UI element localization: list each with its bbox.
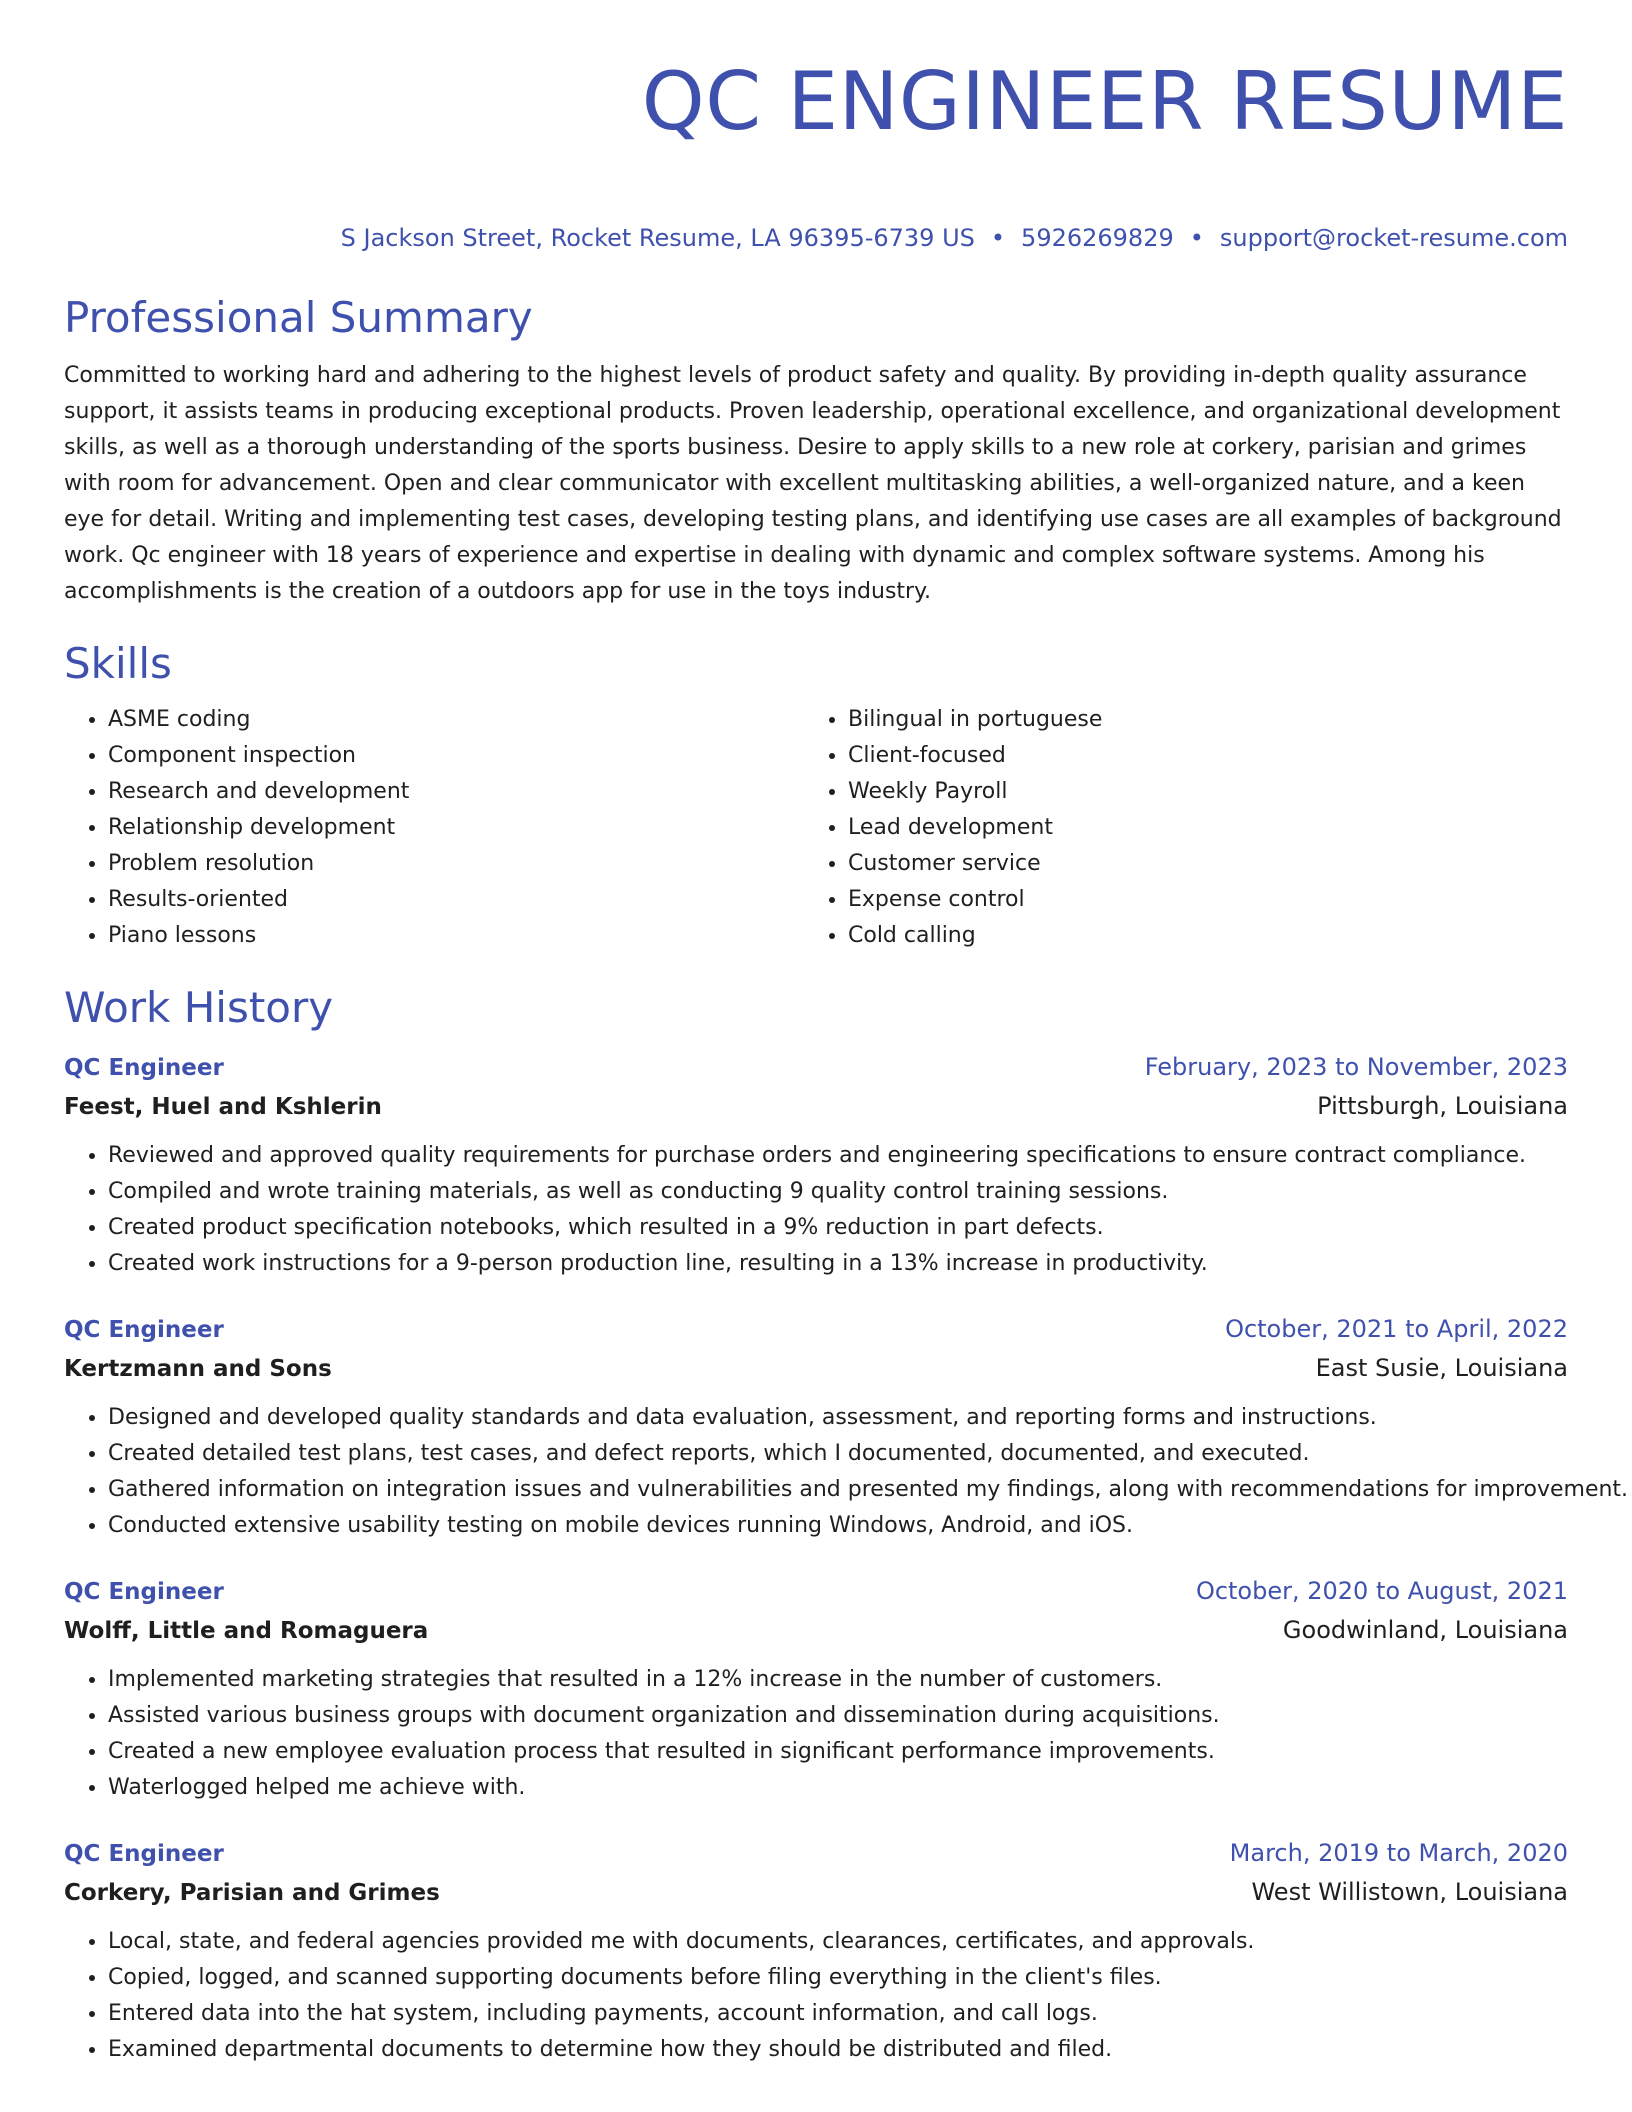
contact-email[interactable]: support@rocket-resume.com [1219,224,1568,252]
job-dates: February, 2023 to November, 2023 [1144,1053,1568,1081]
job-bullet: • Designed and developed quality standards and data evaluation, assessment, and reporting forms and instructions. [108,1400,1568,1436]
job-entry [64,1048,1568,1282]
job-dates: March, 2019 to March, 2020 [1229,1839,1568,1867]
job-location: East Susie, Louisiana [1315,1354,1568,1382]
job-bullet: • Waterlogged helped me achieve with. [108,1770,1568,1806]
job-bullet: • Reviewed and approved quality requirements for purchase orders and engineering specifications to ensure contract compliance. [108,1138,1568,1174]
skills-heading: Skills [64,639,172,688]
job-location: Goodwinland, Louisiana [1282,1616,1568,1644]
skill-item: • Problem resolution [108,846,804,882]
job-bullet: • Created product specification notebooks, which resulted in a 9% reduction in part defects. [108,1210,1568,1246]
job-entry [64,1310,1629,1544]
skill-item: • Cold calling [848,918,1564,954]
job-company: Corkery, Parisian and Grimes [64,1880,440,1906]
skill-item: • Client-focused [848,738,1564,774]
contact-phone: 5926269829 [1021,224,1174,252]
job-bullet: • Gathered information on integration issues and vulnerabilities and presented my findings, along with recommendations for improvement. [108,1472,1568,1508]
job-entry [64,1572,1568,1806]
skill-item: • Component inspection [108,738,804,774]
job-company: Kertzmann and Sons [64,1356,332,1382]
skill-item: • Relationship development [108,810,804,846]
job-bullet: • Implemented marketing strategies that resulted in a 12% increase in the number of customers. [108,1662,1568,1698]
skills-column-left [64,702,804,954]
job-bullet: • Created a new employee evaluation process that resulted in significant performance improvements. [108,1734,1568,1770]
skill-item: • Customer service [848,846,1564,882]
job-location: West Willistown, Louisiana [1251,1878,1568,1906]
skill-item: • Research and development [108,774,804,810]
job-bullets [64,1662,1568,1806]
skills-list [64,702,1568,954]
job-company: Wolff, Little and Romaguera [64,1618,429,1644]
job-bullet: • Entered data into the hat system, including payments, account information, and call logs. [108,1996,1568,2032]
job-bullet: • Copied, logged, and scanned supporting documents before filing everything in the client's files. [108,1960,1568,1996]
summary-heading: Professional Summary [64,293,533,342]
skills-column-right [804,702,1564,954]
skill-item: • Lead development [848,810,1564,846]
skill-item: • ASME coding [108,702,804,738]
job-company: Feest, Huel and Kshlerin [64,1094,382,1120]
job-bullet: • Local, state, and federal agencies provided me with documents, clearances, certificates, and approvals. [108,1924,1568,1960]
skill-item: • Bilingual in portuguese [848,702,1564,738]
job-bullet: • Created work instructions for a 9-person production line, resulting in a 13% increase in productivity. [108,1246,1568,1282]
job-bullet: • Created detailed test plans, test cases, and defect reports, which I documented, documented, and executed. [108,1436,1568,1472]
contact-separator: • [990,224,1006,252]
job-bullets [64,1924,1568,2068]
job-entry [64,1834,1568,2068]
job-bullet: • Examined departmental documents to determine how they should be distributed and filed. [108,2032,1568,2068]
work-history-heading: Work History [64,983,334,1032]
skill-item: • Results-oriented [108,882,804,918]
contact-line [64,224,1568,252]
job-dates: October, 2021 to April, 2022 [1225,1315,1568,1343]
job-title: QC Engineer [64,1841,224,1867]
job-bullet: • Compiled and wrote training materials, as well as conducting 9 quality control training sessions. [108,1174,1568,1210]
resume-title: QC ENGINEER RESUME [641,55,1568,148]
job-bullet: • Conducted extensive usability testing on mobile devices running Windows, Android, and iOS. [108,1508,1568,1544]
contact-address: S Jackson Street, Rocket Resume, LA 96395-6739 US [340,224,975,252]
job-title: QC Engineer [64,1055,224,1081]
job-bullets [64,1400,1629,1544]
job-title: QC Engineer [64,1317,224,1343]
summary-text: Committed to working hard and adhering to the highest levels of product safety and quality. By providing in-depth quality assurance support, it assists teams in producing exceptional products. Proven leadership, operational excellence, and organizational development skills, as well as a thorough understanding of the sports business. Desire to apply skills to a new role at corkery, parisian and grimes with room for advancement. Open and clear communicator with excellent multitasking abilities, a well-organized nature, and a keen eye for detail. Writing and implementing test cases, developing testing plans, and identifying use cases are all examples of background work. Qc engineer with 18 years of experience and expertise in dealing with dynamic and complex software systems. Among his accomplishments is the creation of a outdoors app for use in the toys industry. [64,363,1562,604]
job-dates: October, 2020 to August, 2021 [1195,1577,1568,1605]
job-bullets [64,1138,1568,1282]
skill-item: • Weekly Payroll [848,774,1564,810]
skill-item: • Piano lessons [108,918,804,954]
job-title: QC Engineer [64,1579,224,1605]
job-bullet: • Assisted various business groups with document organization and dissemination during acquisitions. [108,1698,1568,1734]
skill-item: • Expense control [848,882,1564,918]
job-location: Pittsburgh, Louisiana [1317,1092,1568,1120]
contact-separator: • [1189,224,1204,252]
